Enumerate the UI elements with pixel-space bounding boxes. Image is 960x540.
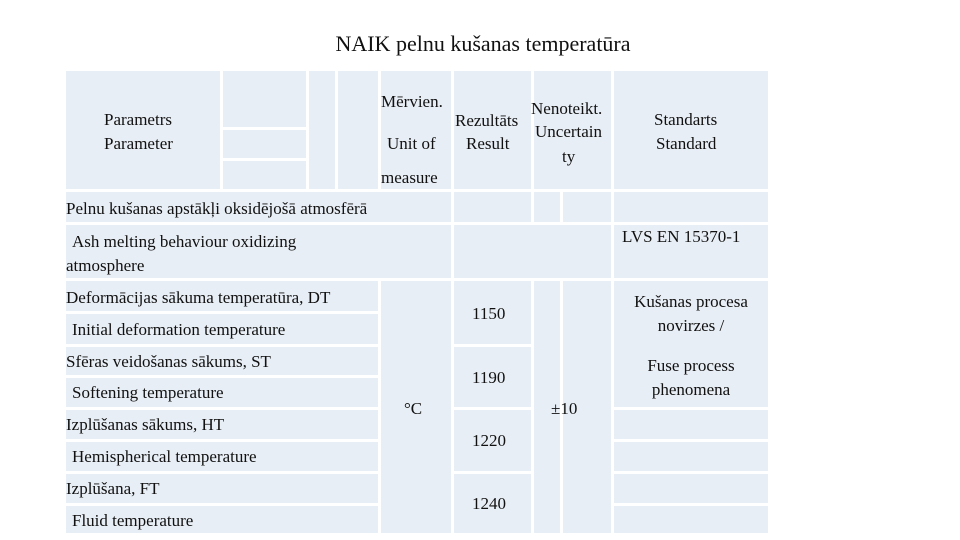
row-dt-label-lv: Deformācijas sākuma temperatūra, DT (66, 288, 331, 307)
header-cell-blank (309, 71, 335, 189)
row-ht-result: 1220 (472, 431, 506, 450)
row-st-label-lv: Sfēras veidošanas sākums, ST (66, 352, 271, 371)
row-ft-label-lv: Izplūšana, FT (66, 479, 160, 498)
note-line-4: phenomena (651, 380, 731, 399)
header-result-en: Result (466, 134, 510, 153)
row-st-result: 1190 (472, 368, 506, 387)
section-cell-blank (534, 192, 560, 222)
section-label-en-2: atmosphere (66, 256, 145, 275)
header-parameter-en: Parameter (104, 134, 173, 153)
uncertainty-value: ±10 (551, 399, 578, 418)
header-unit-en: Unit of (387, 134, 436, 153)
header-cell-blank (223, 71, 306, 127)
row-ht-label-lv: Izplūšanas sākums, HT (66, 415, 225, 434)
header-standard-en: Standard (656, 134, 717, 153)
section-cell-blank (563, 192, 611, 222)
note-cell-blank (614, 506, 768, 533)
note-line-3: Fuse process (647, 356, 735, 375)
row-dt-label-en: Initial deformation temperature (72, 320, 286, 339)
header-cell-blank (338, 71, 378, 189)
header-unit-lv: Mērvien. (381, 92, 443, 111)
page-title: NAIK pelnu kušanas temperatūra (335, 31, 631, 56)
unit-value: °C (404, 399, 423, 418)
note-cell-blank (614, 474, 768, 503)
header-cell-blank (223, 130, 306, 158)
section-standard: LVS EN 15370-1 (622, 227, 741, 246)
note-cell-blank (614, 410, 768, 439)
section-label-lv: Pelnu kušanas apstākļi oksidējošā atmosfērā (66, 199, 368, 218)
header-parameter-lv: Parametrs (104, 110, 172, 129)
row-st-label-en: Softening temperature (72, 383, 224, 402)
header-uncertainty-en: Uncertain (535, 122, 603, 141)
row-dt-result: 1150 (472, 304, 506, 323)
note-line-1: Kušanas procesa (634, 292, 748, 311)
header-uncertainty-lv: Nenoteikt. (531, 99, 603, 118)
section-cell-blank (454, 192, 531, 222)
row-ht-label-en: Hemispherical temperature (72, 447, 257, 466)
header-standard-lv: Standarts (654, 110, 718, 129)
section-cell-blank (454, 225, 611, 278)
header-cell-blank (223, 161, 306, 189)
section-label-en: Ash melting behaviour oxidizing (72, 232, 297, 251)
note-cell-blank (614, 442, 768, 471)
row-ft-label-en: Fluid temperature (72, 511, 194, 530)
header-result-lv: Rezultāts (455, 111, 519, 130)
header-unit-en-measure: measure (381, 168, 438, 187)
note-line-2: novirzes / (657, 316, 725, 335)
section-cell-blank (614, 192, 768, 222)
header-uncertainty-en-ty: ty (562, 147, 576, 166)
row-ft-result: 1240 (472, 494, 506, 513)
